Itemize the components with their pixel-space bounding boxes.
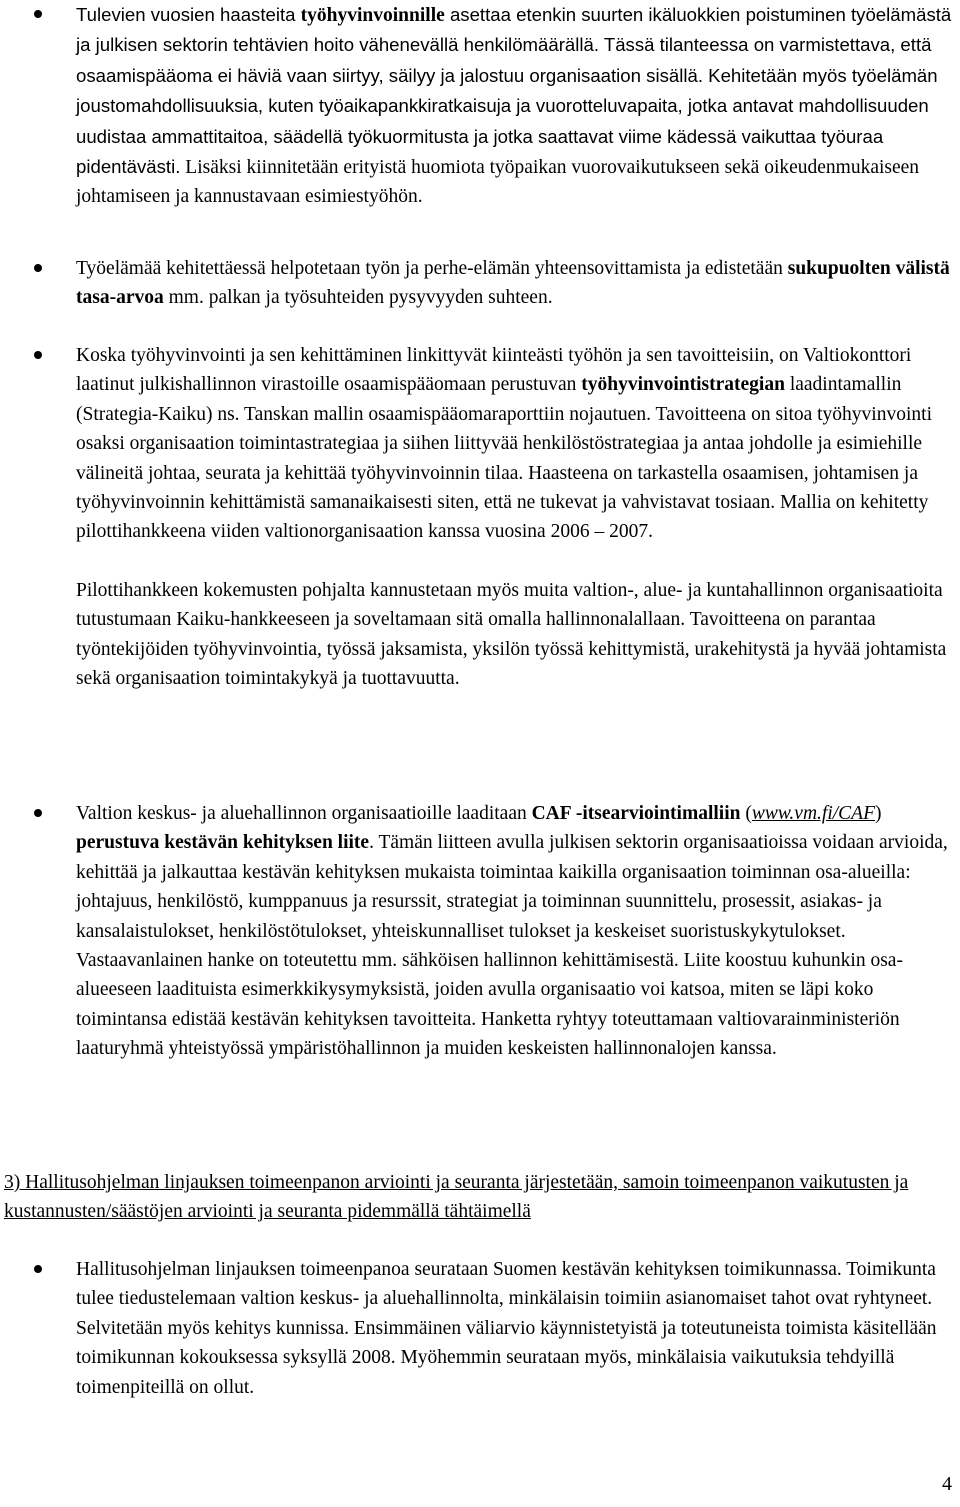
bold-text: CAF -itsearviointimalliin [531, 803, 741, 824]
section-heading: 3) Hallitusohjelman linjauksen toimeenpanon arviointi ja seuranta järjestetään, samoin toimeenpanon vaikutusten ja kustannusten/säästöjen arviointi ja seuranta pidemmällä tähtäimellä [4, 1172, 909, 1223]
text-run: ( [740, 803, 752, 824]
text-run: Lisäksi kiinnitetään erityistä huomiota työpaikan vuorovaikutukseen sekä oikeudenmukaiseen johtamiseen ja kannustavaan esimiestyöhön. [76, 157, 920, 208]
bullet-icon [34, 10, 42, 18]
paragraph [76, 254, 956, 313]
paragraph [76, 576, 956, 694]
bullet-3-body [76, 341, 956, 693]
text-run: Kehitetään myös työelämän joustomahdollisuuksia, kuten työaikapankkiratkaisuja ja vuorotteluvapaita, jotka antavat mahdollisuuden uudistaa ammattitaitoa, säädellä työkuormitusta ja jotka saattavat viime kädessä vaikuttaa työuraa pidentävästi. [76, 64, 938, 178]
bullet-1-body [76, 0, 956, 212]
caf-link[interactable]: www.vm.fi/CAF [751, 803, 876, 824]
bullet-icon [34, 1265, 42, 1273]
paragraph [76, 799, 956, 1064]
bullet-item-4 [76, 799, 956, 1064]
bold-text: työhyvinvoinnille [300, 5, 445, 26]
bullet-icon [34, 264, 42, 272]
text-run: ) [875, 803, 882, 824]
bullet-2-body [76, 254, 956, 313]
bullet-item-5 [76, 1255, 956, 1402]
paragraph [76, 341, 956, 547]
bold-text: sukupuolten välistä tasa-arvoa [76, 258, 950, 309]
text-run: Koska työhyvinvointi ja sen kehittäminen linkittyvät kiinteästi työhön ja sen tavoitteisiin, on Valtiokonttori laatinut julkishallinnon virastoille osaamispääomaan perustuvan [76, 345, 912, 396]
bullet-5-body [76, 1255, 956, 1402]
text-run: Pilottihankkeen kokemusten pohjalta kannustetaan myös muita valtion-, alue- ja kuntahallinnon organisaatioita tutustumaan Kaiku-hankkeeseen ja soveltamaan sitä omalla hallinnonalallaan. Tavoitteena on parantaa työntekijöiden työhyvinvointia, työssä jaksamista, yksilön työssä kehittymistä, urakehitystä ja hyvää johtamista sekä organisaation toimintakykyä ja tuottavuutta. [76, 579, 947, 690]
bullet-icon [34, 809, 42, 817]
text-run: . Tämän liitteen avulla julkisen sektorin organisaatioissa voidaan arvioida, kehittää ja jalkauttaa kestävän kehityksen mukaista toimintaa kaikilla organisaation toiminnan osa-alueilla: johtajuus, henkilöstö, kumppanuus ja resurssit, strategiat ja toiminnan suunnittelu, prosessit, asiakas- ja kansalaistulokset, henkilöstötulokset, yhteiskunnalliset tulokset ja keskeiset suoristuskykytulokset. Vastaavanlainen hanke on toteutettu mm. sähköisen hallinnon kehittämisestä. Liite koostuu kuhunkin osa-alueeseen laadituista esimerkkikysymyksistä, joiden avulla organisaatio voi katsoa, miten se läpi koko toimintansa edistää kestävän kehityksen tavoitteita. Hanketta ryhtyy toteuttamaan valtiovarainministeriön laaturyhmä yhteistyössä ympäristöhallinnon ja muiden keskeisten hallinnonalojen kanssa. [76, 832, 948, 1060]
paragraph [76, 1255, 956, 1402]
bullet-icon [34, 351, 42, 359]
bullet-item-3 [76, 341, 956, 693]
bullet-4-body [76, 799, 956, 1064]
text-run: mm. palkan ja työsuhteiden pysyvyyden suhteen. [163, 287, 553, 309]
page-number: 4 [942, 1473, 952, 1495]
text-run: Valtion keskus- ja aluehallinnon organisaatioille laaditaan [76, 803, 532, 824]
text-run: laadintamallin (Strategia-Kaiku) ns. Tanskan mallin osaamispääomaraporttiin nojautuen. Tavoitteena on sitoa työhyvinvointi osaksi organisaation toimintastrategiaa ja siihen liittyvää henkilöstöstrategiaa ja antaa johdolle ja esimiehille välineitä johtaa, seurata ja kehittää työhyvinvoinnin tilaa. Haasteena on tarkastella osaamisen, johtamisen ja työhyvinvoinnin kehittämistä samanaikaisesti siten, että ne tukevat ja vahvistavat tosiaan. Mallia on kehitetty pilottihankkeena viiden valtionorganisaation kanssa vuosina 2006 – 2007. [76, 374, 932, 543]
paragraph [76, 0, 956, 212]
text-run: Tulevien vuosien haasteita [76, 4, 301, 25]
bullet-item-1 [76, 0, 956, 212]
bold-text: perustuva kestävän kehityksen liite [76, 832, 370, 854]
bold-text: työhyvinvointistrategian [581, 374, 785, 396]
text-run: asettaa etenkin suurten ikäluokkien poistuminen työelämästä ja julkisen sektorin tehtävien hoito vähenevällä henkilömäärällä. Tässä tilanteessa on varmistettava, että osaamispääoma ei häviä vaan siirtyy, säilyy ja jalostuu organisaation sisällä. [76, 4, 952, 86]
text-run: Hallitusohjelman linjauksen toimeenpanoa seurataan Suomen kestävän kehityksen toimikunnassa. Toimikunta tulee tiedustelemaan valtion keskus- ja aluehallinnolta, minkälaisin toimiin asianomaiset tahot ovat ryhtyneet. Selvitetään myös kehitys kunnissa. Ensimmäinen väliarvio käynnistetyistä ja toteutuneista toimista käsitellään toimikunnan kokouksessa syksyllä 2008. Myöhemmin seurataan myös, minkälaisia vaikutuksia tehdyillä toimenpiteillä on ollut. [76, 1259, 937, 1398]
text-run: Työelämää kehitettäessä helpotetaan työn ja perhe-elämän yhteensovittamista ja edistetään [76, 258, 788, 279]
bullet-item-2 [76, 254, 956, 313]
